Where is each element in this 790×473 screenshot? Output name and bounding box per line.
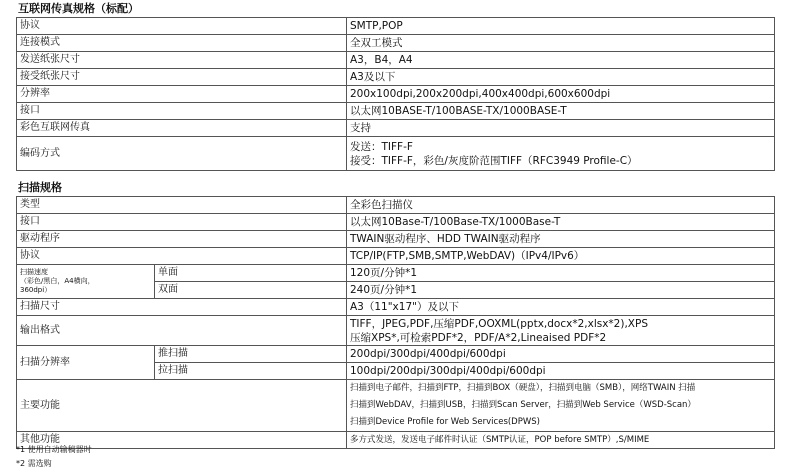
- simplex-value: 120页/分钟*1: [347, 265, 775, 282]
- row-value: 200x100dpi,200x200dpi,400x400dpi,600x600dpi: [347, 86, 775, 103]
- table-row: [17, 248, 775, 265]
- table-row: [17, 214, 775, 231]
- row-value: 多方式发送，发送电子邮件时认证（SMTP认证，POP before SMTP）,S/MIME: [347, 432, 775, 449]
- fax-spec-table: [16, 17, 775, 171]
- row-label: 编码方式: [17, 137, 347, 171]
- row-value: [347, 316, 775, 346]
- row-value: [347, 380, 775, 432]
- row-value: 全双工模式: [347, 35, 775, 52]
- table-row: [17, 432, 775, 449]
- value-line: 接受：TIFF-F，彩色/灰度阶范围TIFF（RFC3949 Profile-C）: [350, 154, 638, 167]
- value-line: 扫描到电子邮件，扫描到FTP，扫描到BOX（硬盘），扫描到电脑（SMB），网络TWAIN 扫描: [350, 383, 696, 393]
- row-label: 接口: [17, 214, 347, 231]
- table-row: [17, 35, 775, 52]
- table-row: [17, 299, 775, 316]
- row-value: SMTP,POP: [347, 18, 775, 35]
- row-label: 其他功能: [17, 432, 347, 449]
- table-row: [17, 120, 775, 137]
- row-label: 主要功能: [17, 380, 347, 432]
- value-line: TIFF，JPEG,PDF,压缩PDF,OOXML(pptx,docx*2,xlsx*2),XPS: [350, 317, 648, 330]
- push-scan-label: 推扫描: [155, 346, 347, 363]
- footnote: *2 需选购: [16, 459, 52, 468]
- table-row: [17, 18, 775, 35]
- row-label: 连接模式: [17, 35, 347, 52]
- table-row: [17, 316, 775, 346]
- value-line: 压缩XPS*,可检索PDF*2，PDF/A*2,Lineaised PDF*2: [350, 331, 607, 344]
- simplex-label: 单面: [155, 265, 347, 282]
- row-label: 分辨率: [17, 86, 347, 103]
- scan-spec-table: [16, 196, 775, 449]
- row-label: 扫描尺寸: [17, 299, 347, 316]
- table-row: [17, 69, 775, 86]
- fax-spec-title: 互联网传真规格（标配）: [18, 2, 139, 15]
- speed-label-line: （彩色/黑白，A4横向，: [20, 277, 95, 285]
- table-row: [17, 52, 775, 69]
- row-value: 以太网10Base-T/100Base-TX/1000Base-T: [347, 214, 775, 231]
- speed-label-line: 360dpi）: [20, 286, 52, 294]
- table-row: [17, 346, 775, 363]
- duplex-label: 双面: [155, 282, 347, 299]
- scan-spec-title: 扫描规格: [18, 181, 62, 194]
- scan-speed-label: [17, 265, 155, 299]
- row-label: 接口: [17, 103, 347, 120]
- push-scan-value: 200dpi/300dpi/400dpi/600dpi: [347, 346, 775, 363]
- row-value: 全彩色扫描仪: [347, 197, 775, 214]
- row-value: 支持: [347, 120, 775, 137]
- table-row: [17, 86, 775, 103]
- row-value: A3（11"x17"）及以下: [347, 299, 775, 316]
- row-value: [347, 137, 775, 171]
- row-label: 接受纸张尺寸: [17, 69, 347, 86]
- row-label: 协议: [17, 18, 347, 35]
- row-value: 以太网10BASE-T/100BASE-TX/1000BASE-T: [347, 103, 775, 120]
- row-label: 驱动程序: [17, 231, 347, 248]
- value-line: 扫描到WebDAV，扫描到USB，扫描到Scan Server，扫描到Web Service（WSD-Scan）: [350, 400, 696, 410]
- row-value: A3及以下: [347, 69, 775, 86]
- pull-scan-label: 拉扫描: [155, 363, 347, 380]
- value-line: 发送：TIFF-F: [350, 140, 413, 153]
- table-row: [17, 197, 775, 214]
- table-row: [17, 231, 775, 248]
- speed-label-line: 扫描速度: [20, 268, 48, 276]
- table-row: [17, 380, 775, 432]
- duplex-value: 240页/分钟*1: [347, 282, 775, 299]
- table-row: [17, 137, 775, 171]
- row-label: 协议: [17, 248, 347, 265]
- row-value: TWAIN驱动程序、HDD TWAIN驱动程序: [347, 231, 775, 248]
- table-row: [17, 265, 775, 282]
- value-line: 扫描到Device Profile for Web Services(DPWS): [350, 417, 540, 427]
- table-row: [17, 103, 775, 120]
- row-label: 类型: [17, 197, 347, 214]
- row-value: A3，B4，A4: [347, 52, 775, 69]
- footnote: *1 使用自动输稿器时: [16, 445, 92, 454]
- resolution-label: 扫描分辨率: [17, 346, 155, 380]
- pull-scan-value: 100dpi/200dpi/300dpi/400dpi/600dpi: [347, 363, 775, 380]
- row-value: TCP/IP(FTP,SMB,SMTP,WebDAV)（IPv4/IPv6）: [347, 248, 775, 265]
- row-label: 输出格式: [17, 316, 347, 346]
- row-label: 彩色互联网传真: [17, 120, 347, 137]
- row-label: 发送纸张尺寸: [17, 52, 347, 69]
